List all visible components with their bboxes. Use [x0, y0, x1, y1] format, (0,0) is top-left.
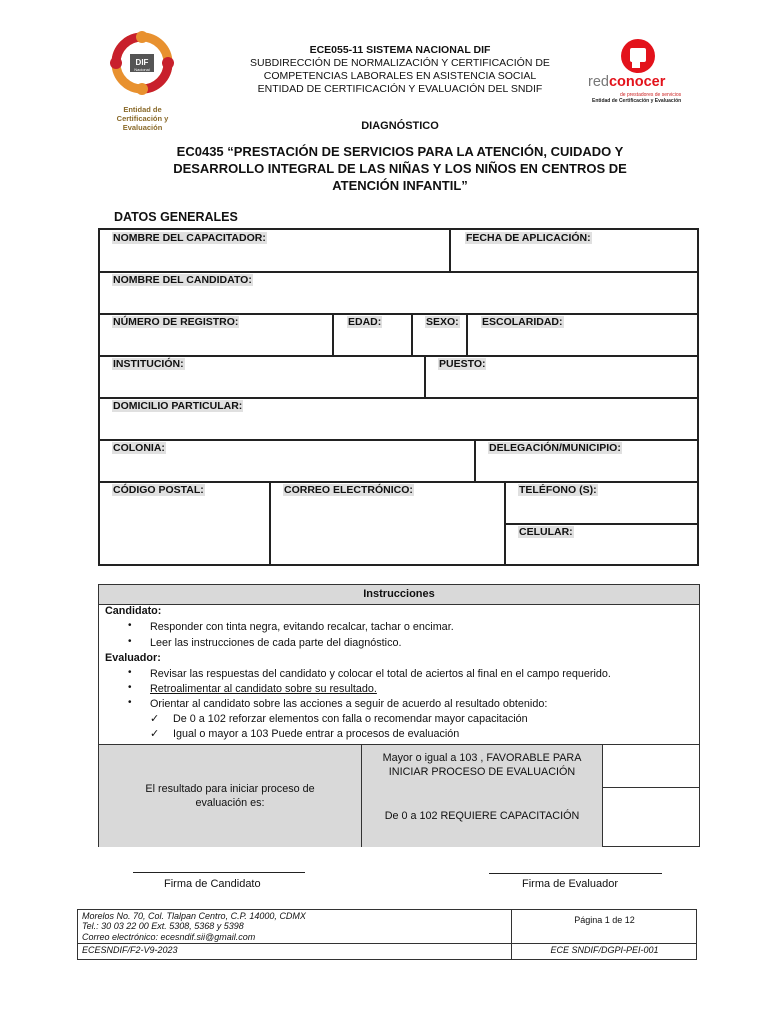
standard-line-2: DESARROLLO INTEGRAL DE LAS NIÑAS Y LOS NIÑOS EN CENTROS DE [173, 161, 627, 176]
diagnostico-title: DIAGNÓSTICO [361, 120, 439, 132]
bullet-icon: • [128, 636, 132, 647]
result-capacitacion: De 0 a 102 REQUIERE CAPACITACIÓN [384, 810, 580, 822]
dif-logo [100, 30, 185, 132]
footer-phone: Tel.: 30 03 22 00 Ext. 5308, 5368 y 5398 [82, 921, 244, 931]
bullet-icon: • [128, 697, 132, 708]
header-line-3: COMPETENCIAS LABORALES EN ASISTENCIA SOCIAL [263, 70, 537, 82]
result-label: El resultado para iniciar proceso de evaluación es: [99, 744, 362, 847]
datos-generales-form [98, 228, 699, 566]
bullet-icon: • [128, 620, 132, 631]
field-telefono[interactable]: TELÉFONO (S): [519, 484, 597, 496]
result-capacitacion-box[interactable] [603, 788, 699, 847]
datos-generales-heading: DATOS GENERALES [114, 210, 238, 224]
standard-title [150, 143, 650, 194]
standard-line-1: EC0435 “PRESTACIÓN DE SERVICIOS PARA LA ATENCIÓN, CUIDADO Y [176, 144, 624, 159]
check-icon: ✓ [150, 728, 160, 740]
redconocer-word-red: red [588, 74, 609, 90]
footer-page-number: Página 1 de 12 [574, 915, 635, 925]
field-edad[interactable]: EDAD: [348, 316, 382, 328]
criterio-item-1: De 0 a 102 reforzar elementos con falla o recomendar mayor capacitación [173, 713, 528, 725]
field-fecha-aplicacion[interactable]: FECHA DE APLICACIÓN: [466, 232, 591, 244]
redconocer-logo [586, 38, 701, 108]
candidato-item-2: Leer las instrucciones de cada parte del diagnóstico. [150, 637, 402, 649]
redconocer-sub1: de prestadores de servicios [620, 92, 682, 98]
field-colonia[interactable]: COLONIA: [113, 442, 165, 454]
field-numero-registro[interactable]: NÚMERO DE REGISTRO: [113, 316, 239, 328]
standard-line-3: ATENCIÓN INFANTIL” [332, 178, 468, 193]
result-checkbox-area [603, 744, 699, 847]
criterio-item-2: Igual o mayor a 103 Puede entrar a procesos de evaluación [173, 728, 460, 740]
dif-logo-text: Entidad de Certificación y Evaluación [116, 105, 169, 132]
dif-emblem-icon [100, 30, 185, 100]
redconocer-word-conocer: conocer [608, 74, 666, 90]
header-block [200, 44, 600, 96]
field-domicilio[interactable]: DOMICILIO PARTICULAR: [113, 400, 243, 412]
field-institucion[interactable]: INSTITUCIÓN: [113, 358, 184, 370]
evaluador-item-2: Retroalimentar al candidato sobre su resultado. [150, 683, 377, 695]
signature-line-evaluador[interactable] [489, 873, 662, 874]
result-favorable-box[interactable] [603, 745, 699, 787]
field-correo[interactable]: CORREO ELECTRÓNICO: [284, 484, 413, 496]
signature-label-evaluador: Firma de Evaluador [522, 878, 618, 890]
result-options [362, 744, 603, 847]
field-celular[interactable]: CELULAR: [519, 526, 573, 538]
check-icon: ✓ [150, 713, 160, 725]
field-puesto[interactable]: PUESTO: [439, 358, 486, 370]
instructions-box [98, 584, 700, 847]
footer-form-code: ECESNDIF/F2-V9-2023 [82, 945, 178, 955]
candidato-heading: Candidato: [105, 605, 162, 617]
footer-email: Correo electrónico: ecesndif.sii@gmail.com [82, 932, 256, 942]
redconocer-sub2: Entidad de Certificación y Evaluación [592, 98, 682, 104]
footer-address: Morelos No. 70, Col. Tlalpan Centro, C.P. 14000, CDMX [82, 911, 306, 921]
signature-line-candidato[interactable] [133, 872, 305, 873]
field-candidato[interactable]: NOMBRE DEL CANDIDATO: [113, 274, 252, 286]
evaluador-item-1: Revisar las respuestas del candidato y colocar el total de aciertos al final en el campo requerido. [150, 668, 611, 680]
bullet-icon: • [128, 667, 132, 678]
footer-reference: ECE SNDIF/DGPI-PEI-001 [550, 945, 659, 955]
signature-label-candidato: Firma de Candidato [164, 878, 261, 890]
field-capacitador[interactable]: NOMBRE DEL CAPACITADOR: [113, 232, 266, 244]
footer [77, 909, 697, 960]
result-favorable: Mayor o igual a 103 , FAVORABLE PARA INICIAR PROCESO DE EVALUACIÓN [382, 752, 582, 778]
evaluador-item-3: Orientar al candidato sobre las acciones a seguir de acuerdo al resultado obtenido: [150, 698, 548, 710]
field-delegacion[interactable]: DELEGACIÓN/MUNICIPIO: [489, 442, 621, 454]
candidato-item-1: Responder con tinta negra, evitando recalcar, tachar o encimar. [150, 621, 454, 633]
field-codigo-postal[interactable]: CÓDIGO POSTAL: [113, 484, 204, 496]
field-sexo[interactable]: SEXO: [426, 316, 459, 328]
redconocer-mark-icon [618, 38, 658, 74]
header-line-1: ECE055-11 SISTEMA NACIONAL DIF [309, 44, 491, 56]
evaluador-heading: Evaluador: [105, 652, 161, 664]
header-line-4: ENTIDAD DE CERTIFICACIÓN Y EVALUACIÓN DEL SNDIF [257, 83, 543, 95]
svg-text:DIF: DIF [135, 58, 149, 67]
field-escolaridad[interactable]: ESCOLARIDAD: [482, 316, 563, 328]
bullet-icon: • [128, 682, 132, 693]
instructions-title: Instrucciones [99, 585, 699, 605]
header-line-2: SUBDIRECCIÓN DE NORMALIZACIÓN Y CERTIFICACIÓN DE [250, 57, 550, 69]
svg-text:Nacional: Nacional [134, 67, 150, 72]
